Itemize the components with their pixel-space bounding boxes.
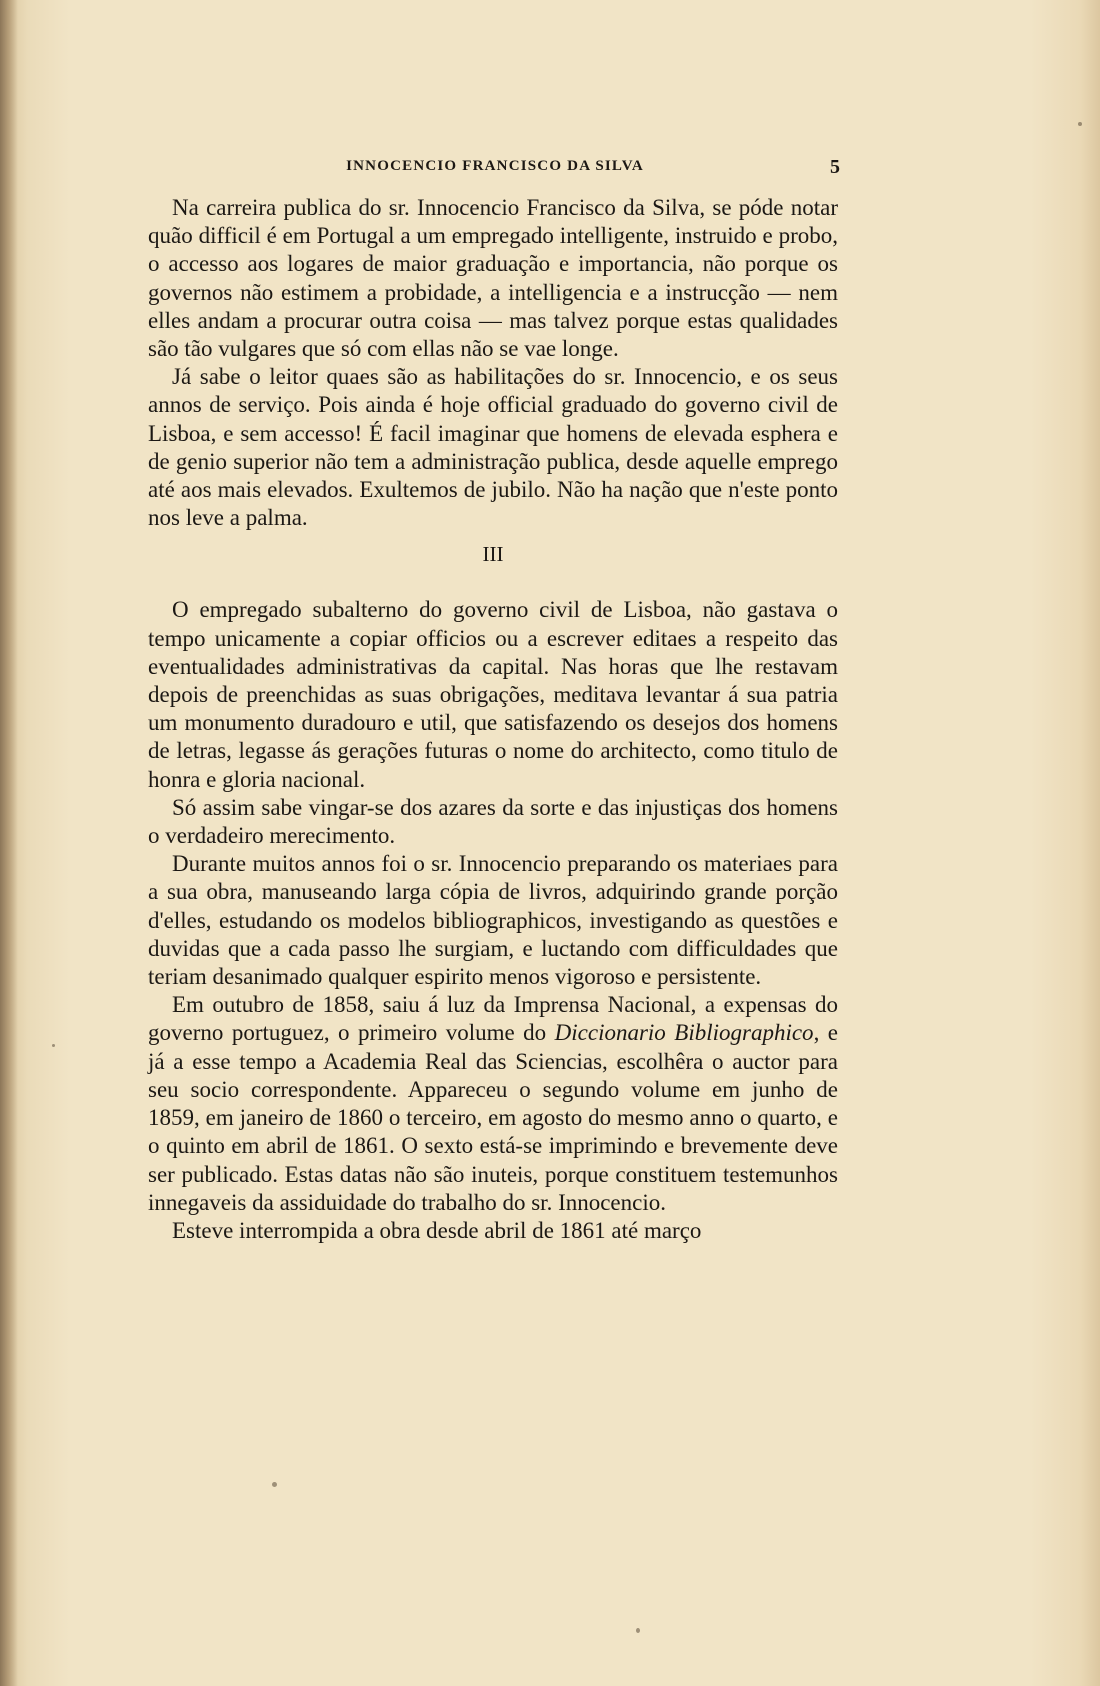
paper-speck [636, 1628, 640, 1633]
page-number: 5 [830, 156, 840, 178]
paragraph: Durante muitos annos foi o sr. Innocencio preparando os materiaes para a sua obra, manuseando larga cópia de livros, adquirindo grande porção d'elles, estudando os modelos bibliographicos, investigando as questões e duvidas que a cada passo lhe surgiam, e luctando com difficuldades que teriam desanimado qualquer espirito menos vigoroso e persistente. [148, 851, 838, 990]
paragraph: Esteve interrompida a obra desde abril de 1861 até março [172, 1217, 702, 1243]
page-binding-edge [0, 0, 18, 1686]
paper-speck [272, 1482, 277, 1487]
running-head-title: INNOCENCIO FRANCISCO DA SILVA [346, 158, 644, 174]
running-head [150, 158, 840, 184]
paper-speck [52, 1044, 55, 1047]
paper-speck [1078, 122, 1082, 126]
body-text [148, 194, 838, 1245]
section-heading: III [482, 542, 504, 567]
paragraph: O empregado subalterno do governo civil de Lisboa, não gastava o tempo unicamente a copiar officios ou a escrever editaes a respeito das eventualidades administrativas da capital. Nas horas que lhe restavam depois de preenchidas as suas obrigações, meditava levantar á sua patria um monumento duradouro e util, que satisfazendo os desejos dos homens de letras, legasse ás gerações futuras o nome do architecto, como titulo de honra e gloria nacional. [148, 597, 838, 792]
paragraph [148, 991, 838, 1217]
paragraph: Só assim sabe vingar-se dos azares da sorte e das injustiças dos homens o verdadeiro merecimento. [148, 794, 838, 849]
paragraph-text: , e já a esse tempo a Academia Real das Sciencias, escolhêra o auctor para seu socio correspondente. Appareceu o segundo volume em junho de 1859, em janeiro de 1860 o terceiro, em agosto do mesmo anno o quarto, e o quinto em abril de 1861. O sexto está-se imprimindo e brevemente deve ser publicado. Estas datas não são inuteis, porque constituem testemunhos innegaveis da assiduidade do trabalho do sr. Innocencio. [148, 1020, 838, 1215]
book-title: Diccionario Bibliographico [554, 1020, 814, 1046]
paragraph: Na carreira publica do sr. Innocencio Francisco da Silva, se póde notar quão difficil é em Portugal a um empregado intelligente, instruido e probo, o accesso aos logares de maior graduação e importancia, não porque os governos não estimem a probidade, a intelligencia e a instrucção — nem elles andam a procurar outra coisa — mas talvez porque estas qualidades são tão vulgares que só com ellas não se vae longe. [148, 195, 838, 362]
paragraph: Já sabe o leitor quaes são as habilitações do sr. Innocencio, e os seus annos de serviço. Pois ainda é hoje official graduado do governo civil de Lisboa, e sem accesso! É facil imaginar que homens de elevada esphera e de genio superior não tem a administração publica, desde aquelle emprego até aos mais elevados. Exultemos de jubilo. Não ha nação que n'este ponto nos leve a palma. [148, 364, 838, 531]
paragraph-text: Em outubro de 1858, saiu á luz da Imprensa Nacional, a expensas do governo portuguez, o primeiro volume do [148, 992, 838, 1046]
